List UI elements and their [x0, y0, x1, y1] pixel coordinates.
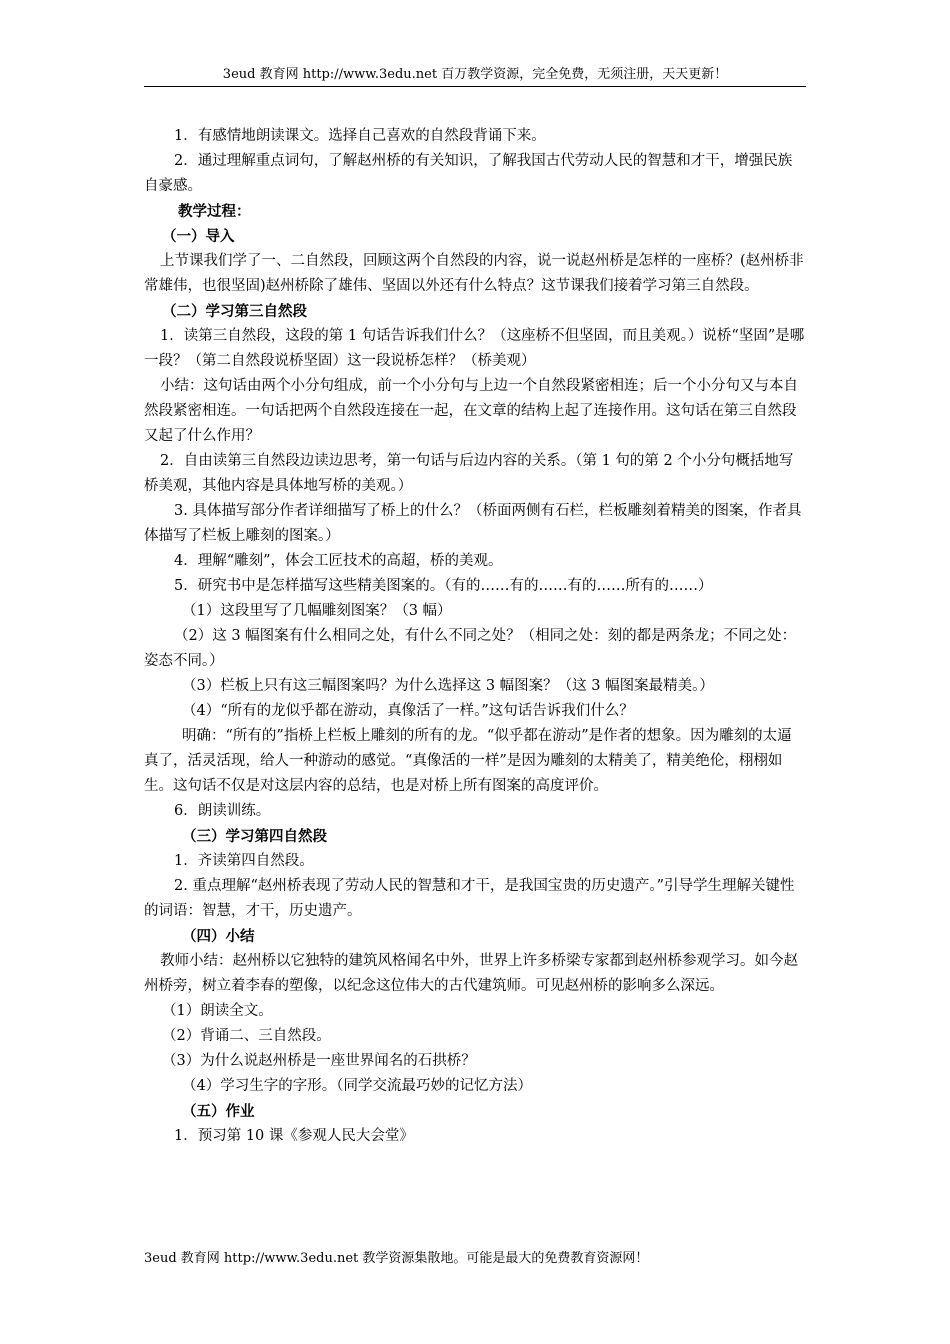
paragraph: 小结：这句话由两个小分句组成，前一个小分句与上边一个自然段紧密相连；后一个小分句又与本自然段紧密相连。一句话把两个自然段连接在一起，在文章的结构上起了连接作用。这句话在第三自然段又起了什么作用？ — [144, 378, 798, 444]
paragraph: 1．齐读第四自然段。 — [174, 853, 314, 869]
paragraph: （3）栏板上只有这三幅图案吗？为什么选择这 3 幅图案？（这 3 幅图案最精美。） — [182, 678, 714, 694]
paragraph: 上节课我们学了一、二自然段，回顾这两个自然段的内容，说一说赵州桥是怎样的一座桥？(赵州桥非常雄伟，也很坚固)赵州桥除了雄伟、坚固以外还有什么特点？这节课我们接着学习第三自然段。 — [144, 253, 804, 294]
section-heading: （五）作业 — [182, 1103, 255, 1120]
header-divider — [144, 86, 806, 87]
paragraph: 明确：“所有的”指桥上栏板上雕刻的所有的龙。“似乎都在游动”是作者的想象。因为雕刻的太逼真了，活灵活现，给人一种游动的感觉。“真像活的一样”是因为雕刻的太精美了，精美绝伦，栩栩如生。这句话不仅是对这层内容的总结，也是对桥上所有图案的高度评价。 — [144, 728, 792, 794]
section-heading: （三）学习第四自然段 — [182, 828, 327, 845]
paragraph: （4）学习生字的字形。（同学交流最巧妙的记忆方法） — [182, 1078, 532, 1094]
paragraph: （2）这 3 幅图案有什么相同之处，有什么不同之处？（相同之处：刻的都是两条龙；不同之处：姿态不同。） — [144, 628, 797, 669]
paragraph: （2）背诵二、三自然段。 — [162, 1028, 331, 1044]
paragraph: 教师小结：赵州桥以它独特的建筑风格闻名中外，世界上许多桥梁专家都到赵州桥参观学习。如今赵州桥旁，树立着李春的塑像，以纪念这位伟大的古代建筑师。可见赵州桥的影响多么深远。 — [144, 953, 798, 994]
paragraph: 6．朗读训练。 — [174, 803, 271, 819]
page-footer: 3eud 教育网 http://www.3edu.net 教学资源集散地。可能是最大的免费教育资源网！ — [144, 1251, 649, 1266]
paragraph: 1．预习第 10 课《参观人民大会堂》 — [174, 1128, 414, 1144]
page-header: 3eud 教育网 http://www.3edu.net 百万教学资源，完全免费，无须注册，天天更新！ — [222, 67, 728, 82]
paragraph: 2．通过理解重点词句，了解赵州桥的有关知识，了解我国古代劳动人民的智慧和才干，增强民族自豪感。 — [144, 153, 793, 194]
paragraph: （1）这段里写了几幅雕刻图案？（3 幅） — [182, 603, 452, 619]
paragraph: （1）朗读全文。 — [162, 1003, 273, 1019]
paragraph: （3）为什么说赵州桥是一座世界闻名的石拱桥？ — [162, 1053, 476, 1069]
section-heading: 教学过程： — [178, 203, 251, 220]
section-heading: （二）学习第三自然段 — [162, 303, 307, 320]
paragraph: 3. 具体描写部分作者详细描写了桥上的什么？（桥面两侧有石栏，栏板雕刻着精美的图案，作者具体描写了栏板上雕刻的图案。） — [144, 503, 802, 544]
paragraph: 4．理解“雕刻”，体会工匠技术的高超，桥的美观。 — [174, 553, 503, 569]
document-body — [144, 124, 806, 1149]
section-heading: （一）导入 — [162, 228, 235, 245]
paragraph: 2．自由读第三自然段边读边思考，第一句话与后边内容的关系。（第 1 句的第 2 个小分句概括地写桥美观，其他内容是具体地写桥的美观。） — [144, 453, 794, 494]
paragraph: 1．有感情地朗读课文。选择自己喜欢的自然段背诵下来。 — [174, 128, 546, 144]
paragraph: 1．读第三自然段，这段的第 1 句话告诉我们什么？（这座桥不但坚固，而且美观。）说桥“坚固”是哪一段？（第二自然段说桥坚固）这一段说桥怎样？（桥美观） — [144, 328, 805, 369]
paragraph: 5．研究书中是怎样描写这些精美图案的。（有的……有的……有的……所有的……） — [174, 578, 713, 594]
paragraph: 2. 重点理解“赵州桥表现了劳动人民的智慧和才干，是我国宝贵的历史遗产。”引导学生理解关键性的词语：智慧，才干，历史遗产。 — [144, 878, 795, 919]
paragraph: （4）“所有的龙似乎都在游动，真像活了一样。”这句话告诉我们什么？ — [182, 703, 634, 719]
section-heading: （四）小结 — [182, 928, 255, 945]
